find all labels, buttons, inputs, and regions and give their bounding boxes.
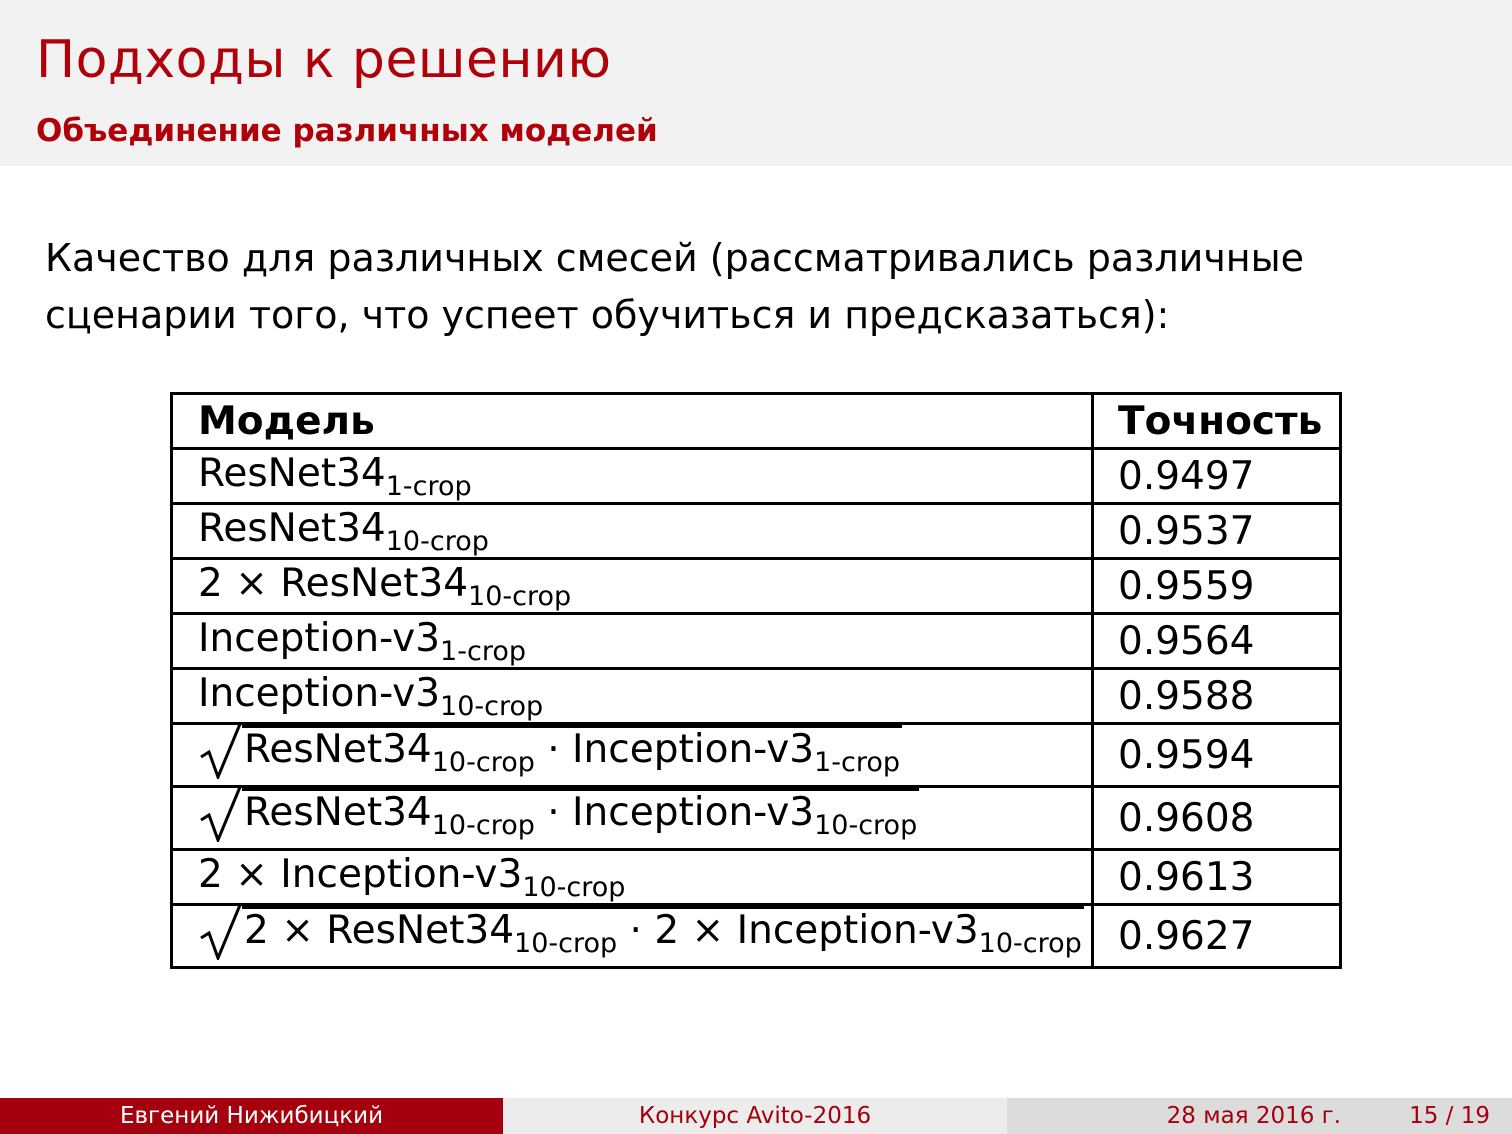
radicand [242, 788, 919, 848]
sqrt-icon [198, 784, 242, 842]
crop-subscript: 1-crop [440, 635, 526, 667]
slide-footer [0, 1098, 1512, 1134]
model-cell [172, 724, 1093, 787]
model-name: · Inception-v3 [534, 727, 815, 772]
footer-date: 28 мая 2016 г. [1166, 1103, 1342, 1129]
header-model: Модель [172, 394, 1093, 449]
crop-subscript: 10-crop [440, 690, 544, 722]
slide-subtitle: Объединение различных моделей [36, 113, 658, 149]
model-name: 2 × Inception-v3 [198, 851, 523, 897]
sqrt-icon [198, 721, 242, 779]
accuracy-cell: 0.9537 [1093, 504, 1341, 559]
footer-event: Конкурс Avito-2016 [503, 1098, 1007, 1134]
sqrt-icon [198, 902, 242, 960]
slide-title: Подходы к решению [36, 30, 612, 90]
table-row [172, 559, 1341, 614]
model-name: · 2 × Inception-v3 [617, 908, 979, 953]
accuracy-cell: 0.9613 [1093, 850, 1341, 905]
table-row [172, 787, 1341, 850]
crop-subscript: 1-crop [814, 747, 901, 778]
crop-subscript: 10-crop [978, 928, 1082, 959]
model-name: · Inception-v3 [534, 790, 815, 835]
slide-header [0, 0, 1512, 166]
accuracy-cell: 0.9559 [1093, 559, 1341, 614]
results-table [170, 392, 1342, 969]
crop-subscript: 10-crop [522, 871, 626, 903]
table-row [172, 669, 1341, 724]
footer-author: Евгений Нижибицкий [0, 1098, 503, 1134]
accuracy-cell: 0.9608 [1093, 787, 1341, 850]
table-row [172, 614, 1341, 669]
intro-text: Качество для различных смесей (рассматривались различные сценарии того, что успеет обучиться и предсказаться): [45, 236, 1305, 337]
accuracy-cell: 0.9497 [1093, 449, 1341, 504]
model-name: ResNet34 [244, 727, 432, 772]
crop-subscript: 10-crop [385, 525, 489, 557]
radicand [242, 906, 1084, 966]
sqrt-expression [198, 906, 1084, 966]
table-row [172, 724, 1341, 787]
model-cell [172, 559, 1093, 614]
accuracy-cell: 0.9564 [1093, 614, 1341, 669]
footer-right [1007, 1098, 1512, 1134]
crop-subscript: 10-crop [468, 580, 572, 612]
model-name: 2 × ResNet34 [244, 908, 515, 953]
table-header-row [172, 394, 1341, 449]
model-cell [172, 449, 1093, 504]
model-cell [172, 850, 1093, 905]
model-cell [172, 504, 1093, 559]
crop-subscript: 10-crop [431, 810, 535, 841]
model-name: Inception-v3 [198, 615, 441, 661]
model-cell [172, 787, 1093, 850]
table-row [172, 850, 1341, 905]
model-name: ResNet34 [244, 790, 432, 835]
model-name: ResNet34 [198, 450, 386, 496]
crop-subscript: 10-crop [814, 810, 918, 841]
model-name: Inception-v3 [198, 670, 441, 716]
sqrt-expression [198, 788, 919, 848]
model-cell [172, 669, 1093, 724]
model-name: ResNet34 [198, 505, 386, 551]
accuracy-cell: 0.9594 [1093, 724, 1341, 787]
accuracy-cell: 0.9627 [1093, 905, 1341, 968]
table-row [172, 905, 1341, 968]
crop-subscript: 10-crop [514, 928, 618, 959]
table-row [172, 449, 1341, 504]
sqrt-expression [198, 725, 902, 785]
table-row [172, 504, 1341, 559]
model-cell [172, 905, 1093, 968]
page-number: 15 / 19 [1409, 1103, 1490, 1129]
crop-subscript: 1-crop [385, 470, 472, 502]
model-name: 2 × ResNet34 [198, 560, 469, 606]
header-accuracy: Точность [1093, 394, 1341, 449]
crop-subscript: 10-crop [431, 747, 535, 778]
model-cell [172, 614, 1093, 669]
accuracy-cell: 0.9588 [1093, 669, 1341, 724]
radicand [242, 725, 902, 785]
